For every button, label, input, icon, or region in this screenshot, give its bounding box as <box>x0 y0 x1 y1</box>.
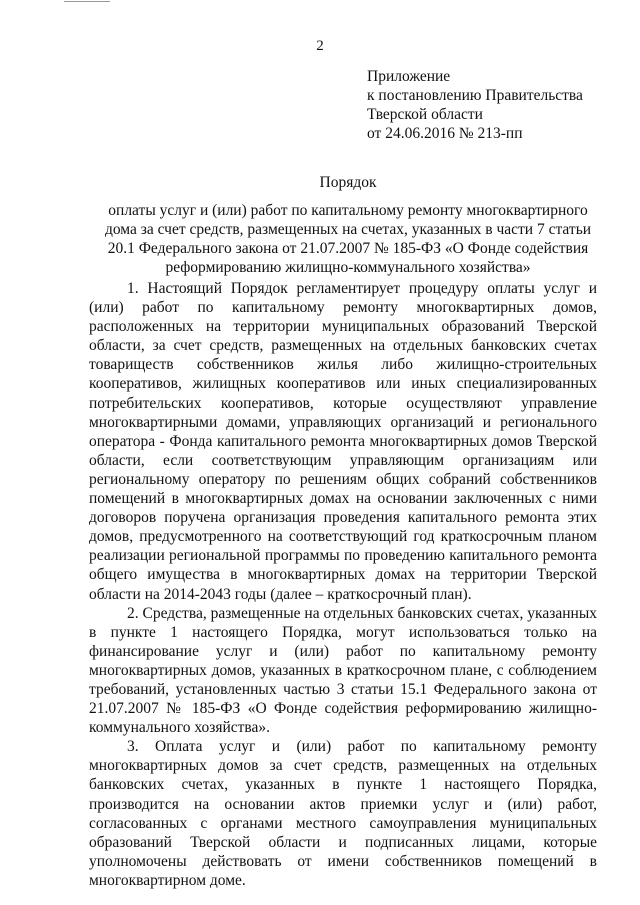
scan-edge-mark <box>64 1 110 2</box>
title-line-2: дома за счет средств, размещенных на счетах, указанных в части 7 статьи <box>104 221 592 238</box>
document-body <box>89 279 597 890</box>
paragraph-3: 3. Оплата услуг и (или) работ по капитальному ремонту многоквартирных домов за счет средств, размещенных на отдельных банковских счетах, указанных в пункте 1 настоящего Порядка, производится на основании актов приемки услуг и (или) работ, согласованных с органами местного самоуправления муниципальных образований Тверской области и подписанных лицами, которые уполномочены действовать от имени собственников помещений в многоквартирном доме. <box>89 738 597 889</box>
document-title <box>88 173 608 277</box>
title-word: Порядок <box>319 174 377 191</box>
paragraph-2: 2. Средства, размещенные на отдельных банковских счетах, указанных в пункте 1 настоящего Порядка, могут использоваться только на финансирование услуг и (или) работ по капитальному ремонту многоквартирных домов, указанных в краткосрочном плане, с соблюдением требований, установленных частью 3 статьи 15.1 Федерального закона от 21.07.2007 № 185-ФЗ «О Фонде содействия реформированию жилищно-коммунального хозяйства». <box>89 604 597 737</box>
appendix-line-4: от 24.06.2016 № 213-пп <box>367 125 523 142</box>
appendix-line-3: Тверской области <box>367 106 483 123</box>
title-line-3: 20.1 Федерального закона от 21.07.2007 № 185-ФЗ «О Фонде содействия <box>107 240 589 257</box>
appendix-reference <box>367 67 583 143</box>
title-line-1: оплаты услуг и (или) работ по капитальному ремонту многоквартирного <box>108 202 588 219</box>
page-number: 2 <box>316 38 324 54</box>
appendix-line-1: Приложение <box>367 68 451 85</box>
paragraph-1: 1. Настоящий Порядок регламентирует процедуру оплаты услуг и (или) работ по капитальному ремонту многоквартирных домов, расположенных на территории муниципальных образований Тверской области, за счет средств, размещенных на отдельных банковских счетах товариществ собственников жилья либо жилищно-строительных кооперативов, жилищных кооперативов или иных специализированных потребительских кооперативов, которые осуществляют управление многоквартирными домами, управляющих организаций и регионального оператора - Фонда капитального ремонта многоквартирных домов Тверской области, если соответствующим управляющим организациям или региональному оператору по решениям общих собраний собственников помещений в многоквартирных домах на основании заключенных с ними договоров поручена организация проведения капитального ремонта этих домов, предусмотренного на соответствующий год краткосрочным планом реализации региональной программы по проведению капитального ремонта общего имущества в многоквартирных домах на территории Тверской области на 2014-2043 годы (далее – краткосрочный план). <box>89 280 597 603</box>
title-line-4: реформированию жилищно-коммунального хозяйства» <box>165 259 531 276</box>
appendix-line-2: к постановлению Правительства <box>367 87 583 104</box>
